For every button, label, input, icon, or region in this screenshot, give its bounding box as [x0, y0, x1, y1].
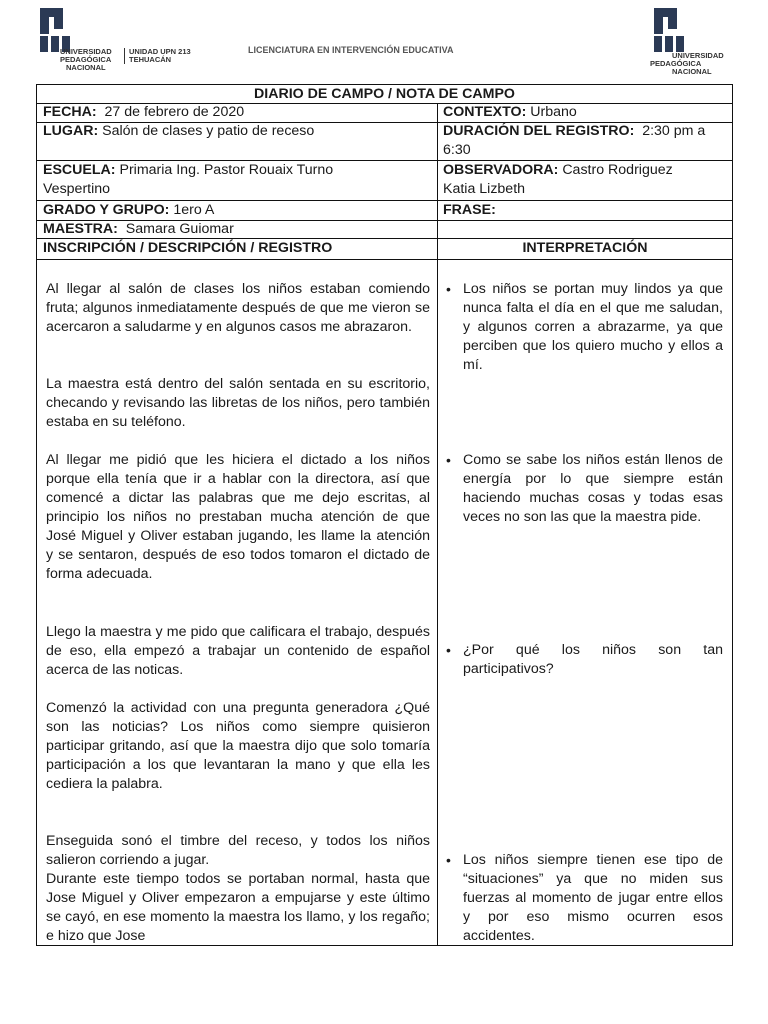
observadora-row: OBSERVADORA: Castro Rodriguez Katia Lizbeth	[443, 162, 673, 197]
descripcion-paragraph: Comenzó la actividad con una pregunta generadora ¿Qué son las noticias? Los niños como siempre quisieron participar gritando, así que la maestra dijo que solo tomaría participación a los que levantaran la mano y que ella les cediera la palabra.	[46, 700, 430, 792]
grado-row: GRADO Y GRUPO: 1ero A	[43, 202, 215, 218]
duracion-row: DURACIÓN DEL REGISTRO: 2:30 pm a 6:30	[443, 123, 706, 158]
interpretacion-item: • ¿Por qué los niños son tan participativos?	[446, 642, 723, 677]
bullet-icon: •	[446, 452, 451, 468]
contexto-value: Urbano	[530, 104, 577, 120]
grado-value: 1ero A	[173, 202, 215, 218]
observadora-label: OBSERVADORA	[443, 162, 554, 178]
frase-row: FRASE:	[443, 202, 496, 218]
program-title: LICENCIATURA EN INTERVENCIÓN EDUCATIVA	[248, 45, 454, 55]
lugar-label: LUGAR	[43, 123, 94, 139]
upn-logo-right	[648, 8, 732, 78]
descripcion-paragraph: Al llegar me pidió que les hiciera el dictado a los niños porque ella tenía que ir a hablar con la directora, así que comencé a dictar las palabras que me dejo escritas, al principio los niños no prestaban mucha atención de que José Miguel y Oliver estaban jugando, les llame la atención y se sentaron, después de eso todos tomaron el dictado de forma adecuada.	[46, 452, 430, 582]
bullet-icon: •	[446, 642, 451, 658]
duracion-value: 2:30 pm a	[642, 123, 706, 139]
descripcion-paragraph: Al llegar al salón de clases los niños estaban comiendo fruta; algunos inmediatamente después de que me vieron se acercaron a saludarme y en algunos casos me abrazaron.	[46, 281, 430, 335]
escuela-value: Primaria Ing. Pastor Rouaix Turno	[119, 162, 334, 178]
upn-logo-left	[38, 8, 128, 78]
escuela-label: ESCUELA	[43, 162, 111, 178]
contexto-row: CONTEXTO: Urbano	[443, 104, 577, 120]
interpretacion-header: INTERPRETACIÓN	[522, 240, 648, 256]
fecha-row: FECHA: 27 de febrero de 2020	[43, 104, 245, 120]
bullet-icon: •	[446, 852, 451, 868]
descripcion-paragraph: La maestra está dentro del salón sentada en su escritorio, checando y revisando las libretas de los niños, pero también estaba en su teléfono.	[46, 376, 430, 430]
frase-label: FRASE	[443, 202, 492, 218]
descripcion-paragraph: Enseguida sonó el timbre del receso, y todos los niños salieron corriendo a jugar.	[46, 833, 430, 868]
descripcion-paragraph: Llego la maestra y me pido que calificara el trabajo, después de eso, ella empezó a trabajar un contenido de español acerca de las noticas.	[46, 624, 430, 678]
form-title: DIARIO DE CAMPO / NOTA DE CAMPO	[254, 86, 515, 102]
university-name-right: UNIVERSIDAD PEDAGÓGICA NACIONAL	[650, 51, 724, 76]
interpretacion-item: • Como se sabe los niños están llenos de energía por lo que siempre están haciendo muchas cosas y todas esas veces no son las que la maestra pide.	[446, 452, 723, 525]
upn-mark-icon	[652, 8, 688, 54]
maestra-label: MAESTRA	[43, 221, 114, 237]
interpretacion-item: • Los niños se portan muy lindos ya que nunca falta el día en el que me saludan, y algunos corren a abrazarme, ya que perciben que los quiero mucho y ellos a mí.	[446, 281, 723, 373]
contexto-label: CONTEXTO	[443, 104, 522, 120]
maestra-value: Samara Guiomar	[125, 221, 234, 237]
lugar-row: LUGAR: Salón de clases y patio de receso	[43, 123, 315, 139]
escuela-row: ESCUELA: Primaria Ing. Pastor Rouaix Turno Vespertino	[43, 162, 334, 197]
unit-name: UNIDAD UPN 213 TEHUACÁN	[124, 48, 191, 64]
lugar-value: Salón de clases y patio de receso	[102, 123, 315, 139]
descripcion-header: INSCRIPCIÓN / DESCRIPCIÓN / REGISTRO	[43, 240, 333, 256]
field-diary-table	[36, 84, 733, 946]
bullet-icon: •	[446, 281, 451, 297]
fecha-value: 27 de febrero de 2020	[104, 104, 245, 120]
descripcion-paragraph: Durante este tiempo todos se portaban normal, hasta que Jose Miguel y Oliver empezaron a empujarse y este último se cayó, en ese momento la maestra los llamo, y los regaño; e hizo que Jose	[46, 871, 430, 944]
fecha-label: FECHA	[43, 104, 92, 120]
interpretacion-item: • Los niños siempre tienen ese tipo de “situaciones” ya que no miden sus fuerzas al momento de jugar entre ellos y por eso mismo ocurren esos accidentes.	[446, 852, 723, 944]
maestra-row: MAESTRA: Samara Guiomar	[43, 221, 234, 237]
observadora-value: Castro Rodriguez	[562, 162, 673, 178]
page-header	[0, 0, 768, 84]
grado-label: GRADO Y GRUPO	[43, 202, 165, 218]
duracion-label: DURACIÓN DEL REGISTRO	[443, 123, 630, 139]
university-name-left: UNIVERSIDAD PEDAGÓGICA NACIONAL	[60, 47, 112, 72]
